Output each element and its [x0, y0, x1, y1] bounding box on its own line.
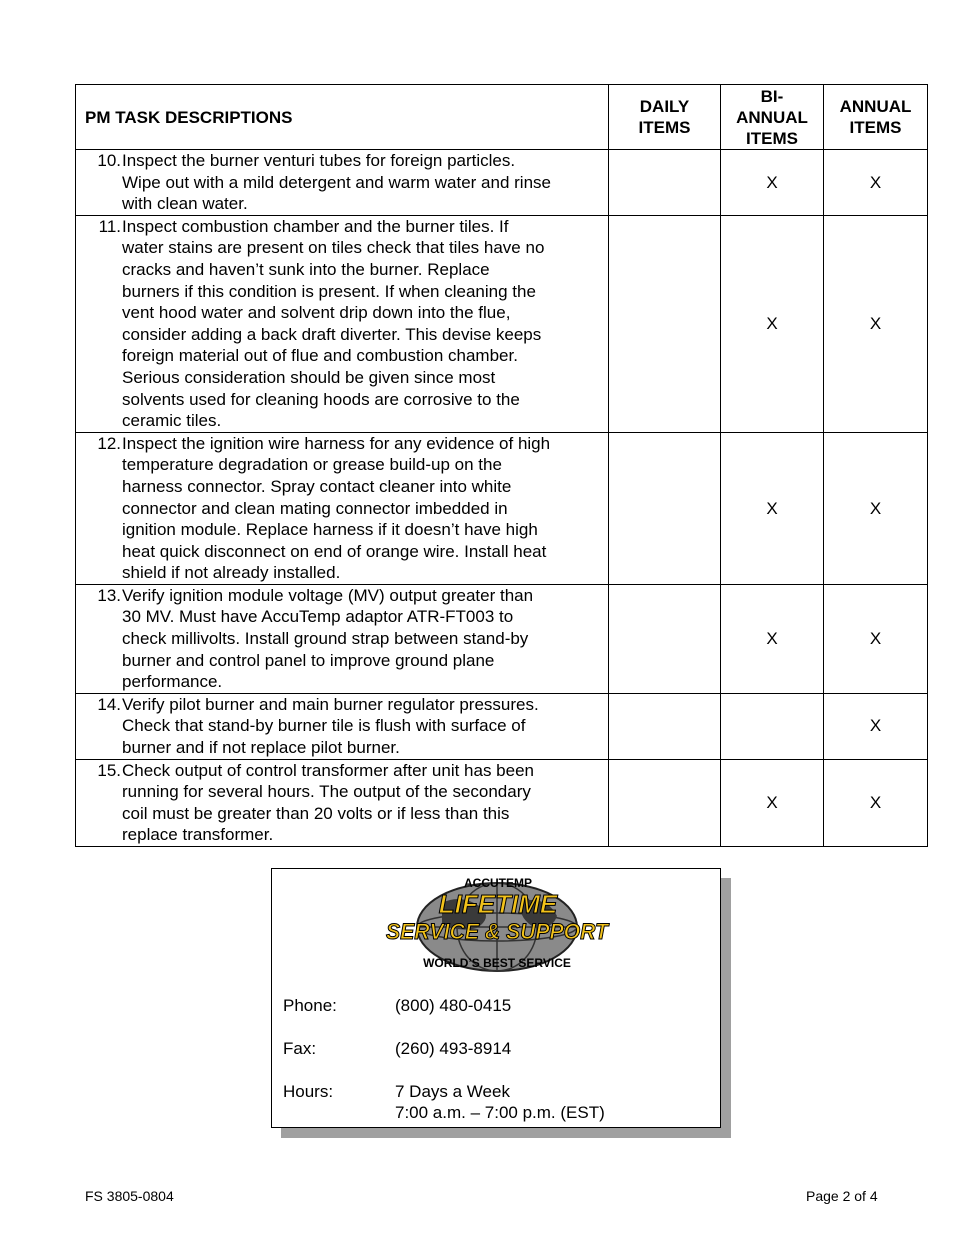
task-number: 12.: [97, 433, 121, 453]
header-annual-items: ANNUAL ITEMS: [824, 85, 928, 150]
task-text-line: burner and control panel to improve ground plane: [122, 650, 495, 670]
biannual-mark-cell: X: [721, 215, 824, 432]
header-task-descriptions: PM TASK DESCRIPTIONS: [76, 85, 609, 150]
task-text-line: Serious consideration should be given since most: [122, 367, 496, 387]
task-description-cell: [76, 693, 609, 759]
task-description-cell: [76, 215, 609, 432]
pm-task-table: [75, 84, 928, 847]
daily-mark-cell: [609, 584, 721, 693]
biannual-mark-cell: [721, 693, 824, 759]
task-item: [76, 216, 608, 432]
task-text-line: running for several hours. The output of the secondary: [122, 782, 531, 802]
task-text-line: water stains are present on tiles check that tiles have no: [122, 238, 545, 258]
task-text-line: heat quick disconnect on end of orange wire. Install heat: [122, 541, 547, 561]
task-text: [121, 433, 608, 584]
task-text-line: Wipe out with a mild detergent and warm water and rinse: [122, 172, 551, 192]
table-header-row: [76, 85, 928, 150]
task-text-line: 30 MV. Must have AccuTemp adaptor ATR-FT003 to: [122, 607, 514, 627]
task-text: [121, 694, 608, 759]
accutemp-lifetime-logo: [382, 873, 612, 977]
task-text-line: with clean water.: [122, 194, 248, 214]
form-number: FS 3805-0804: [85, 1188, 174, 1204]
task-item: [76, 433, 608, 584]
biannual-mark-cell: X: [721, 584, 824, 693]
task-text-line: temperature degradation or grease build-up on the: [122, 455, 502, 475]
annual-mark-cell: X: [824, 759, 928, 846]
task-text-line: consider adding a back draft diverter. This devise keeps: [122, 324, 542, 344]
task-text-line: burner and if not replace pilot burner.: [122, 738, 400, 758]
page-number: Page 2 of 4: [806, 1188, 878, 1204]
annual-mark-cell: X: [824, 215, 928, 432]
task-text-line: check millivolts. Install ground strap between stand-by: [122, 629, 529, 649]
table-row: [76, 432, 928, 584]
table-row: [76, 584, 928, 693]
phone-value: (800) 480-0415: [395, 996, 512, 1015]
phone-label: Phone:: [283, 996, 337, 1015]
task-text-line: performance.: [122, 672, 223, 692]
table-row: [76, 215, 928, 432]
logo-brand-text: ACCUTEMP: [464, 876, 532, 890]
biannual-mark-cell: X: [721, 150, 824, 216]
task-text-line: foreign material out of flue and combustion chamber.: [122, 346, 518, 366]
task-number: 13.: [97, 585, 121, 605]
task-item: [76, 694, 608, 759]
task-text: [121, 216, 608, 432]
contact-card: [271, 868, 721, 1128]
task-number: 15.: [97, 760, 121, 780]
task-text: [121, 585, 608, 693]
annual-mark-cell: X: [824, 584, 928, 693]
task-text: [121, 150, 608, 215]
task-text-line: Check output of control transformer after unit has been: [122, 760, 535, 780]
header-biannual-items: BI- ANNUAL ITEMS: [721, 85, 824, 150]
task-text-line: harness connector. Spray contact cleaner into white: [122, 476, 512, 496]
biannual-mark-cell: X: [721, 759, 824, 846]
daily-mark-cell: [609, 693, 721, 759]
task-text-line: cracks and haven’t sunk into the burner. Replace: [122, 259, 490, 279]
task-description-cell: [76, 584, 609, 693]
task-text-line: ignition module. Replace harness if it doesn’t have high: [122, 520, 538, 540]
task-number: 14.: [97, 694, 121, 714]
task-text-line: ceramic tiles.: [122, 411, 222, 431]
task-number: 10.: [97, 151, 121, 170]
task-text-line: Check that stand-by burner tile is flush with surface of: [122, 716, 526, 736]
task-text-line: Inspect the burner venturi tubes for foreign particles.: [122, 151, 516, 170]
task-text-line: Verify ignition module voltage (MV) output greater than: [122, 585, 534, 605]
task-text-line: Inspect the ignition wire harness for any evidence of high: [122, 433, 551, 453]
annual-mark-cell: X: [824, 150, 928, 216]
task-text-line: connector and clean mating connector imbedded in: [122, 498, 508, 518]
task-text: [121, 760, 608, 846]
task-text-line: Inspect combustion chamber and the burner tiles. If: [122, 216, 509, 236]
task-text-line: burners if this condition is present. If when cleaning the: [122, 281, 536, 301]
logo-service-support-text: SERVICE & SUPPORT: [386, 919, 610, 944]
table-row: [76, 759, 928, 846]
hours-line-2: 7:00 a.m. – 7:00 p.m. (EST): [395, 1103, 605, 1122]
task-text-line: vent hood water and solvent drip down into the flue,: [122, 303, 511, 323]
task-text-line: replace transformer.: [122, 825, 274, 845]
annual-mark-cell: X: [824, 693, 928, 759]
task-item: [76, 760, 608, 846]
hours-label: Hours:: [283, 1082, 334, 1101]
table-row: [76, 693, 928, 759]
task-text-line: Verify pilot burner and main burner regulator pressures.: [122, 694, 539, 714]
task-description-cell: [76, 759, 609, 846]
hours-line-1: 7 Days a Week: [395, 1082, 510, 1101]
table-row: [76, 150, 928, 216]
task-text-line: shield if not already installed.: [122, 563, 341, 583]
daily-mark-cell: [609, 215, 721, 432]
biannual-mark-cell: X: [721, 432, 824, 584]
task-item: [76, 585, 608, 693]
logo-tagline-text: WORLD’S BEST SERVICE: [423, 956, 571, 970]
task-description-cell: [76, 432, 609, 584]
task-number: 11.: [98, 216, 121, 236]
daily-mark-cell: [609, 432, 721, 584]
daily-mark-cell: [609, 759, 721, 846]
header-daily-items: DAILY ITEMS: [609, 85, 721, 150]
fax-label: Fax:: [283, 1039, 317, 1058]
fax-value: (260) 493-8914: [395, 1039, 512, 1058]
annual-mark-cell: X: [824, 432, 928, 584]
task-text-line: solvents used for cleaning hoods are corrosive to the: [122, 389, 520, 409]
task-text-line: coil must be greater than 20 volts or if less than this: [122, 803, 510, 823]
daily-mark-cell: [609, 150, 721, 216]
task-description-cell: [76, 150, 609, 216]
logo-lifetime-text: LIFETIME: [438, 889, 558, 919]
task-item: [76, 150, 608, 215]
